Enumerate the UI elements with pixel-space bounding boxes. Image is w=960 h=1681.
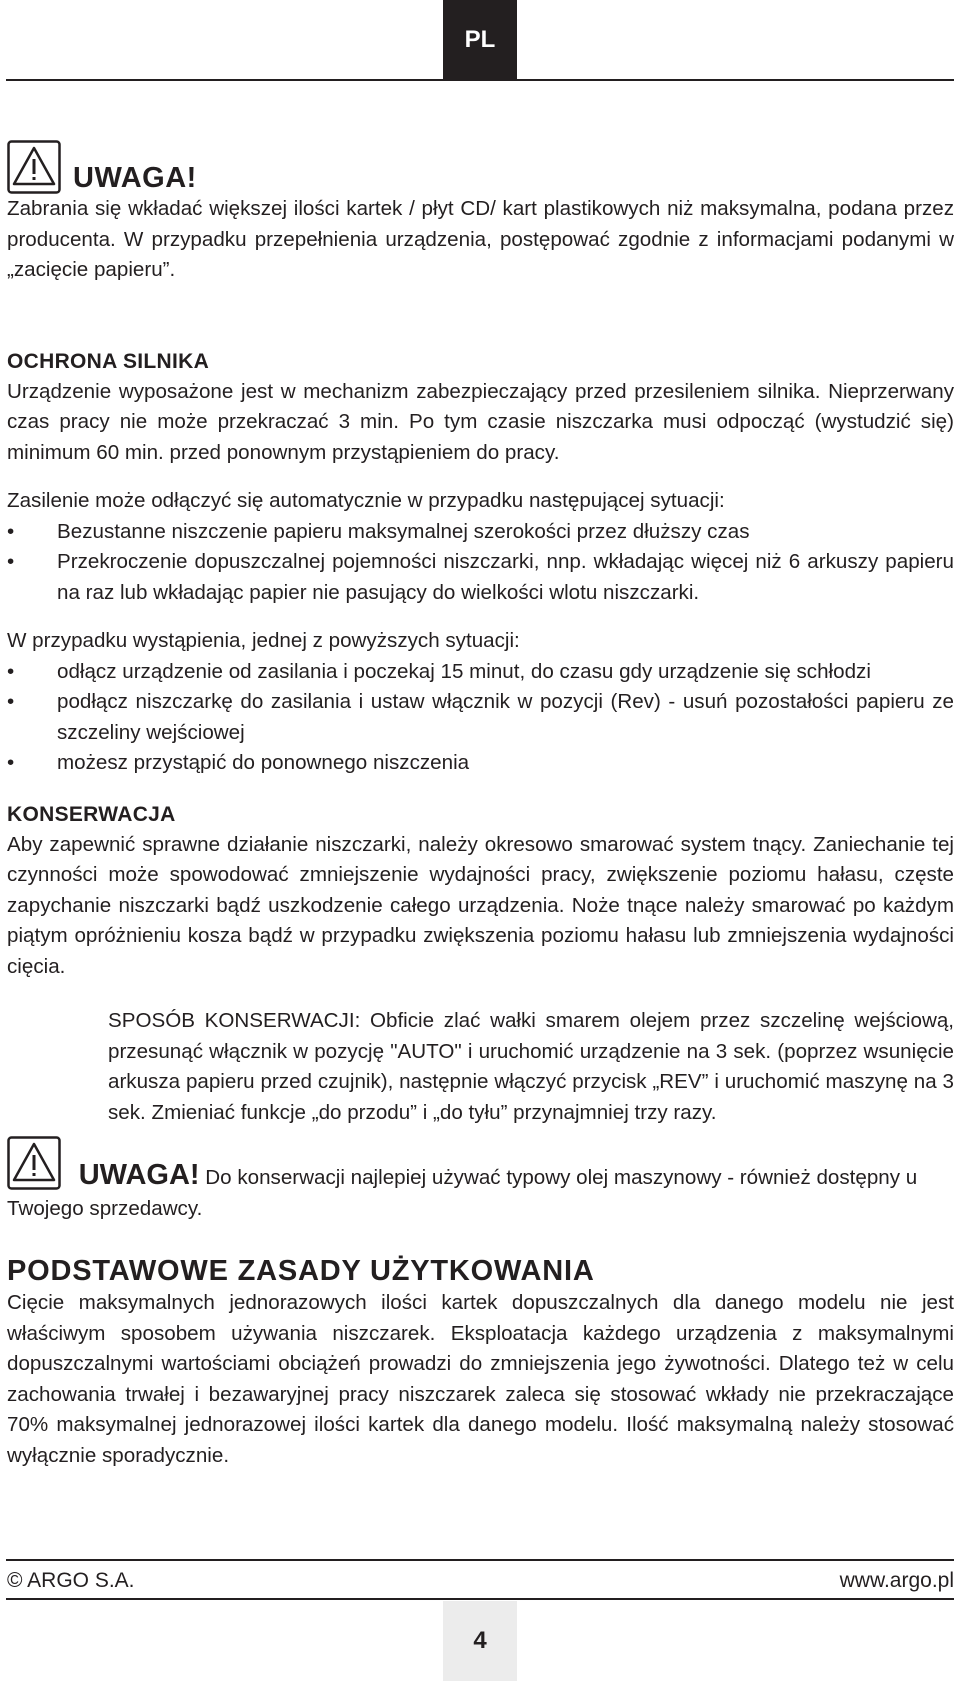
motor-protection-heading: OCHRONA SILNIKA [7,349,210,373]
page-number: 4 [443,1601,517,1681]
footer [7,1568,954,1594]
list-item: • możesz przystąpić do ponownego niszczenia [7,751,470,774]
situations-intro: W przypadku wystąpienia, jednej z powyższych sytuacji: [7,629,520,652]
maintenance-heading: KONSERWACJA [7,802,176,826]
website-link[interactable]: www.argo.pl [839,1569,954,1592]
footer-rule-top [6,1559,954,1561]
warning-triangle-icon [7,140,61,194]
basic-rules-heading: PODSTAWOWE ZASADY UŻYTKOWANIA [7,1255,595,1287]
list-item: • Przekroczenie dopuszczalnej pojemności niszczarki, nnp. wkładając więcej niż 6 arkuszy papieru na raz lub wkładając papier nie pasujący do wielkości wlotu niszczarki. [7,550,954,604]
language-tab: PL [443,0,517,80]
warning-text: Zabrania się wkładać większej ilości kartek / płyt CD/ kart plastikowych niż maksymalna, podana przez producenta. W przypadku przepełnienia urządzenia, postępować zgodnie z informacjami podanymi w „zacięcie papieru”. [7,197,954,281]
list-item: • podłącz niszczarkę do zasilania i ustaw włącznik w pozycji (Rev) - usuń pozostałości papieru ze szczeliny wejściowej [7,690,954,744]
list-item: • odłącz urządzenie od zasilania i poczekaj 15 minut, do czasu gdy urządzenie się schłodzi [7,659,871,683]
page-content [7,136,954,1471]
list-item: • Bezustanne niszczenie papieru maksymalnej szerokości przez dłuższy czas [7,519,750,543]
footer-rule-bottom [6,1598,954,1600]
warning-text-2: Do konserwacji najlepiej używać typowy olej maszynowy - również dostępny u Twojego sprzedawcy. [7,1166,918,1220]
motor-protection-text: Urządzenie wyposażone jest w mechanizm zabezpieczający przed przesileniem silnika. Nieprzerwany czas pracy nie może przekraczać 3 min. Po tym czasie niszczarka musi odpocząć (wystudzić się) minimum 60 min. przed ponownym przystąpieniem do pracy. [7,379,954,464]
maintenance-text: Aby zapewnić sprawne działanie niszczarki, należy okresowo smarować system tnący. Zaniechanie tej czynności może spowodować zmniejszenie wydajności pracy, zwiększenie poziomu hałasu, częste zapychanie niszczarki bądź uszkodzenie całego urządzenia. Noże tnące należy smarować po każdym piątym opróżnieniu kosza bądź w przypadku zwiększenia poziomu hałasu lub zmniejszenia wydajności cięcia. [7,832,954,978]
power-bullet-list [7,517,954,609]
header-rule [6,79,954,81]
warning-title-2: UWAGA! [78,1159,200,1191]
basic-rules-text: Cięcie maksymalnych jednorazowych ilości kartek dopuszczalnych dla danego modelu nie jest właściwym sposobem używania niszczarek. Eksploatacja każdego urządzenia z maksymalnymi dopuszczalnymi wartościami obciążeń prowadzi do zmniejszenia jego żywotności. Dlatego też w celu zachowania trwałej i bezawaryjnej pracy niszczarek zaleca się stosować wkłady nie przekraczające 70% maksymalnej jednorazowej ilości kartek dla danego modelu. Ilość maksymalną należy stosować wyłącznie sporadycznie. [7,1291,954,1467]
warning-title: UWAGA! [73,162,197,194]
warning-block-2 [7,1136,954,1224]
power-intro: Zasilenie może odłączyć się automatycznie w przypadku następującej sytuacji: [7,489,725,512]
copyright: © ARGO S.A. [7,1569,135,1592]
warning-triangle-icon [7,1136,61,1190]
maintenance-method: SPOSÓB KONSERWACJI: Obficie zlać wałki smarem olejem przez szczelinę wejściową, przesunąć włącznik w pozycję "AUTO" i uruchomić urządzenie na 3 sek. (poprzez wsunięcie arkusza papieru przed czujnik), następnie włączyć przycisk „REV” i uruchomić maszynę na 3 sek. Zmieniać funkcje „do przodu” i „do tyłu” przynajmniej trzy razy. [108,1009,954,1124]
warning-block [7,136,954,286]
situations-bullet-list [7,657,954,779]
warning-header [7,136,954,194]
